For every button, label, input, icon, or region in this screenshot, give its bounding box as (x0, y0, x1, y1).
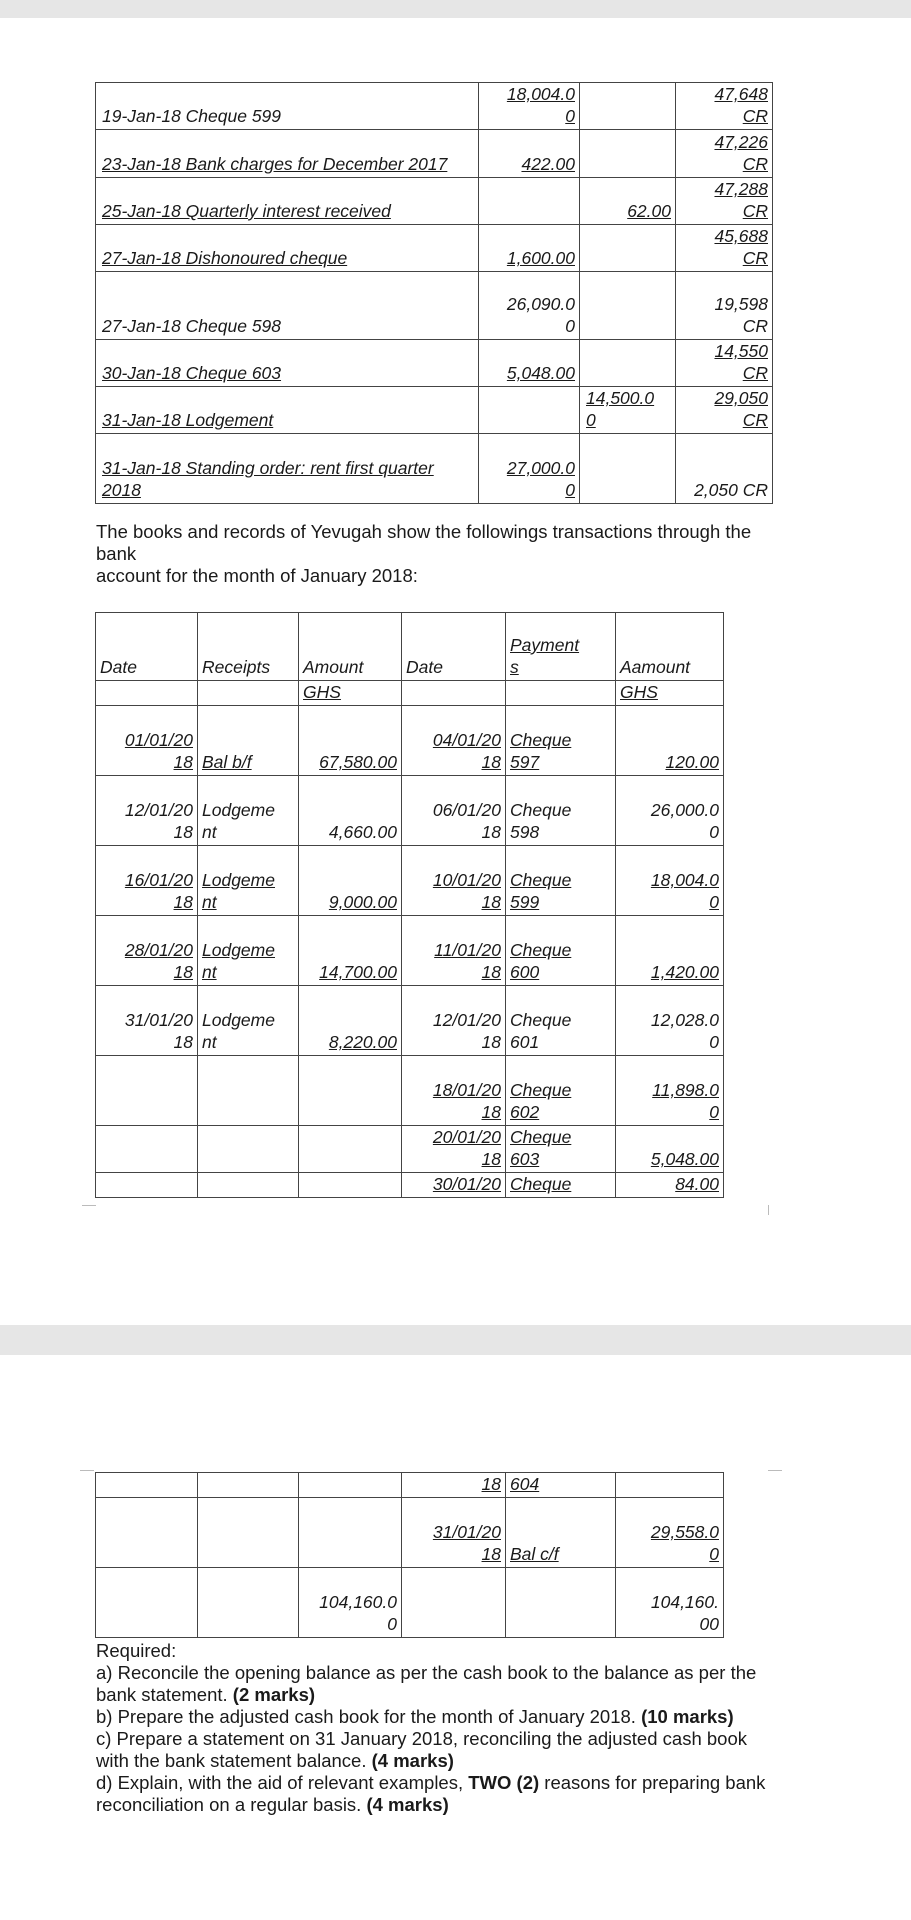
bank-row-debit: 26,090.0 0 (479, 272, 580, 340)
required-b-text: b) Prepare the adjusted cash book for the month of January 2018. (96, 1706, 642, 1727)
receipt-date: 28/01/20 18 (96, 916, 198, 986)
bank-row-balance: 19,598 CR (676, 272, 773, 340)
payment-date: 12/01/20 18 (402, 986, 506, 1056)
bank-row-credit (580, 272, 676, 340)
table-row (96, 178, 773, 225)
bank-row-balance: 45,688 CR (676, 225, 773, 272)
receipt-amount: 67,580.00 (299, 706, 402, 776)
required-item-a (96, 1662, 776, 1706)
bank-row-credit (580, 434, 676, 504)
bank-row-credit: 62.00 (580, 178, 676, 225)
payment-amount: 26,000.0 0 (616, 776, 724, 846)
bank-row-desc: 31-Jan-18 Lodgement (96, 387, 479, 434)
payment-desc: Cheque (506, 1173, 616, 1198)
table-row (96, 340, 773, 387)
required-a-marks: (2 marks) (232, 1684, 316, 1705)
table-row (96, 1126, 724, 1173)
receipt-desc: Lodgeme nt (198, 776, 299, 846)
header-receipts: Receipts (198, 613, 299, 681)
required-item-d (96, 1772, 776, 1816)
bank-row-credit (580, 130, 676, 178)
table-row (96, 387, 773, 434)
page-gap-middle (0, 1325, 911, 1355)
table-row (96, 986, 724, 1056)
receipt-desc: Lodgeme nt (198, 916, 299, 986)
receipt-amount: 4,660.00 (299, 776, 402, 846)
page-corner-mark (80, 1470, 94, 1471)
required-title: Required: (96, 1640, 177, 1661)
payment-amount: 120.00 (616, 706, 724, 776)
table-row (96, 83, 773, 130)
payment-date: 31/01/20 18 (402, 1498, 506, 1568)
payment-desc: Cheque 598 (506, 776, 616, 846)
payment-desc: 604 (506, 1473, 616, 1498)
payment-date: 18/01/20 18 (402, 1056, 506, 1126)
intro-line-1: The books and records of Yevugah show the followings transactions through the bank (96, 521, 752, 564)
bank-row-desc: 19-Jan-18 Cheque 599 (96, 83, 479, 130)
payment-amount: 29,558.0 0 (616, 1498, 724, 1568)
table-row (96, 1473, 724, 1498)
bank-row-debit: 27,000.0 0 (479, 434, 580, 504)
receipt-desc: Bal b/f (198, 706, 299, 776)
receipt-amount: 8,220.00 (299, 986, 402, 1056)
bank-row-balance: 47,288 CR (676, 178, 773, 225)
bank-row-credit (580, 83, 676, 130)
payment-amount: 12,028.0 0 (616, 986, 724, 1056)
table-row (96, 1173, 724, 1198)
bank-row-credit (580, 340, 676, 387)
payment-desc: Bal c/f (506, 1498, 616, 1568)
bank-row-desc: 30-Jan-18 Cheque 603 (96, 340, 479, 387)
payment-amount: 11,898.0 0 (616, 1056, 724, 1126)
required-item-c (96, 1728, 776, 1772)
payment-date: 06/01/20 18 (402, 776, 506, 846)
table-row (96, 706, 724, 776)
currency-row (96, 681, 724, 706)
payment-date: 18 (402, 1473, 506, 1498)
bank-row-debit: 18,004.0 0 (479, 83, 580, 130)
table-row (96, 846, 724, 916)
receipt-date: 31/01/20 18 (96, 986, 198, 1056)
receipt-desc: Lodgeme nt (198, 986, 299, 1056)
bank-row-debit: 5,048.00 (479, 340, 580, 387)
payment-amount: 84.00 (616, 1173, 724, 1198)
payment-amount: 1,420.00 (616, 916, 724, 986)
table-row (96, 434, 773, 504)
header-date-2: Date (402, 613, 506, 681)
required-section (96, 1640, 776, 1816)
bank-row-debit: 1,600.00 (479, 225, 580, 272)
bank-row-desc: 27-Jan-18 Dishonoured cheque (96, 225, 479, 272)
payment-amount: 18,004.0 0 (616, 846, 724, 916)
payment-date: 04/01/20 18 (402, 706, 506, 776)
header-amount-2: Aamount (616, 613, 724, 681)
table-row (96, 225, 773, 272)
table-row (96, 1056, 724, 1126)
required-d-text: d) Explain, with the aid of relevant examples, (96, 1772, 469, 1793)
totals-row (96, 1568, 724, 1638)
payment-desc: Cheque 600 (506, 916, 616, 986)
cash-book-continued-table (95, 1472, 724, 1638)
bank-row-desc: 27-Jan-18 Cheque 598 (96, 272, 479, 340)
header-date: Date (96, 613, 198, 681)
required-c-marks: (4 marks) (371, 1750, 454, 1771)
payment-desc: Cheque 603 (506, 1126, 616, 1173)
payment-date: 11/01/20 18 (402, 916, 506, 986)
payment-date: 30/01/20 (402, 1173, 506, 1198)
required-item-b (96, 1706, 776, 1728)
bank-row-balance: 29,050 CR (676, 387, 773, 434)
required-b-marks: (10 marks) (641, 1706, 734, 1727)
receipt-date: 12/01/20 18 (96, 776, 198, 846)
payment-date: 20/01/20 18 (402, 1126, 506, 1173)
bank-row-credit: 14,500.0 0 (580, 387, 676, 434)
payment-amount (616, 1473, 724, 1498)
bank-row-balance: 47,226 CR (676, 130, 773, 178)
intro-line-2: account for the month of January 2018: (96, 565, 418, 586)
page-corner-mark (768, 1205, 769, 1215)
bank-row-desc: 31-Jan-18 Standing order: rent first quarter 2018 (96, 434, 479, 504)
header-payments: Payment s (506, 613, 616, 681)
payment-amount: 5,048.00 (616, 1126, 724, 1173)
required-c-text: c) Prepare a statement on 31 January 2018, reconciling the adjusted cash book with the bank statement balance. (96, 1728, 747, 1771)
payments-total: 104,160. 00 (616, 1568, 724, 1638)
receipt-amount: 14,700.00 (299, 916, 402, 986)
required-d-marks: (4 marks) (366, 1794, 449, 1815)
bank-row-desc: 23-Jan-18 Bank charges for December 2017 (96, 130, 479, 178)
payment-desc: Cheque 602 (506, 1056, 616, 1126)
bank-row-desc: 25-Jan-18 Quarterly interest received (96, 178, 479, 225)
payment-date: 10/01/20 18 (402, 846, 506, 916)
bank-row-balance: 47,648 CR (676, 83, 773, 130)
table-row (96, 1498, 724, 1568)
table-row (96, 776, 724, 846)
required-d-two: TWO (2) (468, 1772, 540, 1793)
intro-paragraph (96, 521, 776, 587)
bank-row-balance: 14,550 CR (676, 340, 773, 387)
receipt-date: 16/01/20 18 (96, 846, 198, 916)
bank-row-balance: 2,050 CR (676, 434, 773, 504)
required-d-text-2: reasons for preparing bank reconciliation on a regular basis. (96, 1772, 766, 1815)
receipt-date: 01/01/20 18 (96, 706, 198, 776)
bank-statement-table (95, 82, 773, 504)
bank-row-credit (580, 225, 676, 272)
currency-left: GHS (299, 681, 402, 706)
payment-desc: Cheque 601 (506, 986, 616, 1056)
table-row (96, 916, 724, 986)
page-corner-mark (82, 1205, 96, 1206)
bank-row-debit (479, 387, 580, 434)
required-a-text: a) Reconcile the opening balance as per the cash book to the balance as per the bank statement. (96, 1662, 757, 1705)
receipt-amount: 9,000.00 (299, 846, 402, 916)
currency-right: GHS (616, 681, 724, 706)
page-corner-mark (768, 1470, 782, 1471)
page-gap-top (0, 0, 911, 18)
payment-desc: Cheque 597 (506, 706, 616, 776)
table-row (96, 130, 773, 178)
receipt-desc: Lodgeme nt (198, 846, 299, 916)
header-amount: Amount (299, 613, 402, 681)
bank-row-debit (479, 178, 580, 225)
payment-desc: Cheque 599 (506, 846, 616, 916)
bank-row-debit: 422.00 (479, 130, 580, 178)
receipts-total: 104,160.0 0 (299, 1568, 402, 1638)
table-header-row (96, 613, 724, 681)
table-row (96, 272, 773, 340)
cash-book-table (95, 612, 724, 1198)
